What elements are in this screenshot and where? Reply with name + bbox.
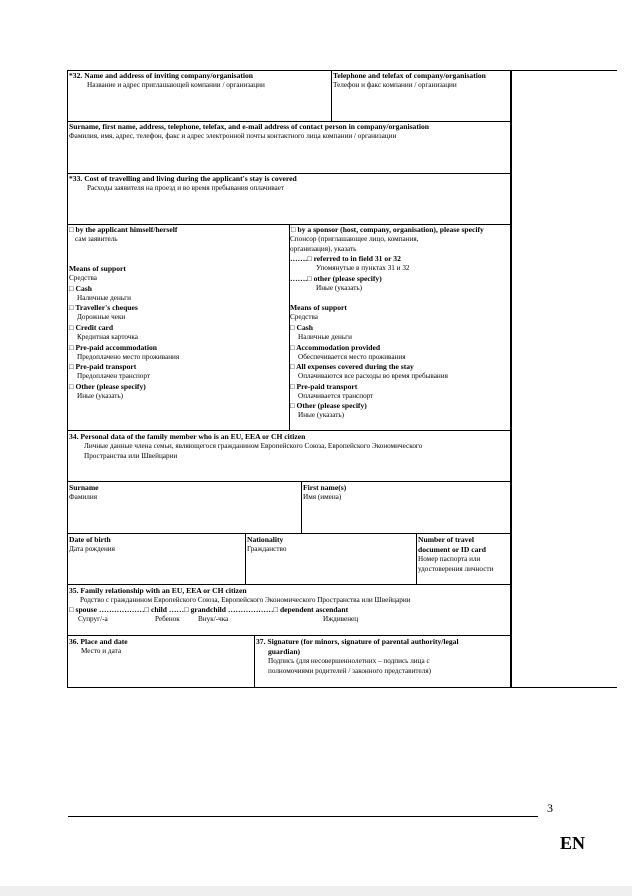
s35-label-ru: Родство с гражданином Европейского Союза, Европейского Экономического Пространства или Швейцарии: [80, 596, 411, 604]
dob-field[interactable]: [68, 555, 244, 583]
company-telephone-field[interactable]: [332, 92, 510, 120]
applicant-other-checkbox[interactable]: □ Other (please specify): [69, 382, 146, 391]
sponsor-transport-checkbox[interactable]: □ Pre-paid transport: [290, 382, 358, 391]
divider: [67, 533, 511, 534]
surname-label: Surname: [69, 483, 99, 492]
margin-extension-line: [511, 687, 617, 688]
divider: [416, 533, 417, 584]
applicant-cash-checkbox[interactable]: □ Cash: [69, 284, 92, 293]
surname-ru: Фамилия: [69, 493, 98, 501]
referred-ru: Упомянутые в пунктах 31 и 32: [316, 264, 410, 272]
s33-label-ru: Расходы заявителя на проезд и во время пребывания оплачивает: [87, 184, 285, 192]
dob-label: Date of birth: [69, 535, 111, 544]
sponsor-all-expenses-checkbox[interactable]: □ All expenses covered during the stay: [290, 362, 414, 371]
contact-label-en: Surname, first name, address, telephone, telefax, and e-mail address of contact person in company/organisation: [69, 122, 429, 131]
applicant-transport-checkbox[interactable]: □ Pre-paid transport: [69, 362, 137, 371]
by-applicant-checkbox[interactable]: □ by the applicant himself/herself: [69, 225, 178, 234]
by-applicant-ru: сам заявитель: [75, 235, 118, 243]
doc-number-label-2: document or ID card: [418, 545, 486, 554]
s34-label-ru-2: Пространства или Швейцарии: [84, 452, 178, 460]
divider: [67, 635, 511, 636]
sponsor-means-label: Means of support: [290, 303, 347, 312]
relationship-options[interactable]: □ spouse ………………□ child ……□ grandchild ………………□ dependent ascendant: [69, 605, 349, 614]
sponsor-other-support-checkbox[interactable]: □ Other (please specify): [290, 401, 367, 410]
divider: [67, 584, 511, 585]
nationality-ru: Гражданство: [247, 545, 287, 553]
s32-label-ru: Название и адрес приглашающей компании / организации: [87, 81, 265, 89]
margin-extension-line: [511, 70, 617, 71]
dependent-ru: Иждивенец: [323, 615, 359, 623]
by-sponsor-checkbox[interactable]: □ by a sponsor (host, company, organisation), please specify: [291, 225, 484, 234]
spouse-ru: Супруг/-а: [78, 615, 108, 623]
first-name-field[interactable]: [302, 503, 510, 532]
sponsor-cash-ru: Наличные деньги: [298, 333, 352, 341]
s36-label-en: 36. Place and date: [69, 637, 128, 646]
doc-number-ru-2: удостоверения личности: [418, 565, 494, 573]
applicant-cash-ru: Наличные деньги: [77, 294, 131, 302]
right-margin-line: [511, 70, 512, 688]
applicant-accommodation-checkbox[interactable]: □ Pre-paid accommodation: [69, 343, 157, 352]
signature-field[interactable]: [255, 678, 510, 686]
telephone-label-en: Telephone and telefax of company/organisation: [333, 71, 486, 80]
applicant-accommodation-ru: Предоплачено место проживания: [77, 353, 180, 361]
divider: [67, 481, 511, 482]
s37-label-ru-1: Подпись (для несовершеннолетних – подпись лица с: [268, 657, 430, 665]
sponsor-ru-1: Спонсор (приглашающее лицо, компания,: [290, 235, 419, 243]
child-ru: Ребенок: [155, 615, 180, 623]
page-bottom-edge: [0, 886, 632, 896]
nationality-field[interactable]: [246, 555, 415, 583]
doc-number-ru-1: Номер паспорта или: [418, 555, 481, 563]
sponsor-other-support-ru: Иные (указать): [298, 411, 345, 419]
grandchild-ru: Внук/-чка: [198, 615, 229, 623]
s37-label-ru-2: полномочиями родителей / законного представителя): [268, 667, 432, 675]
page-number: 3: [547, 801, 553, 815]
first-name-label: First name(s): [303, 483, 347, 492]
footer-line: [68, 816, 538, 817]
sponsor-other-ru: Иные (указать): [316, 284, 363, 292]
company-name-field[interactable]: [68, 92, 330, 120]
sponsor-accommodation-ru: Обеспечивается место проживания: [298, 353, 406, 361]
s34-label-ru-1: Личные данные члена семьи, являющегося гражданином Европейского Союза, Европейского Экономического: [84, 442, 423, 450]
applicant-credit-card-checkbox[interactable]: □ Credit card: [69, 323, 114, 332]
sponsor-means-ru: Средства: [290, 313, 318, 321]
dob-ru: Дата рождения: [69, 545, 115, 553]
s37-label-en-1: 37. Signature (for minors, signature of parental authority/legal: [256, 637, 459, 646]
applicant-other-ru: Иные (указать): [77, 392, 124, 400]
place-date-field[interactable]: [68, 658, 253, 686]
contact-person-field[interactable]: [68, 143, 510, 172]
applicant-credit-card-ru: Кредитная карточка: [77, 333, 138, 341]
sponsor-cash-checkbox[interactable]: □ Cash: [290, 323, 313, 332]
divider: [67, 430, 511, 431]
surname-field[interactable]: [68, 503, 300, 532]
referred-checkbox[interactable]: …….□ referred to in field 31 or 32: [290, 254, 401, 263]
s33-label-en: *33. Cost of travelling and living during the applicant's stay is covered: [69, 174, 297, 183]
telephone-label-ru: Телефон и факс компании / организации: [333, 81, 457, 89]
language-code: EN: [560, 833, 586, 853]
applicant-transport-ru: Предоплачен транспорт: [77, 372, 151, 380]
sponsor-accommodation-checkbox[interactable]: □ Accommodation provided: [290, 343, 381, 352]
applicant-cheques-checkbox[interactable]: □ Traveller's cheques: [69, 303, 138, 312]
s37-label-en-2: guardian): [268, 647, 301, 656]
contact-label-ru: Фамилия, имя, адрес, телефон, факс и адрес электронной почты контактного лица компании / организации: [69, 132, 397, 140]
doc-number-label-1: Number of travel: [418, 535, 474, 544]
s36-label-ru: Место и дата: [81, 647, 122, 655]
applicant-cheques-ru: Дорожные чеки: [77, 313, 126, 321]
sponsor-transport-ru: Оплачивается транспорт: [298, 392, 374, 400]
sponsor-all-expenses-ru: Оплачиваются все расходы во время пребывания: [298, 372, 448, 380]
s35-label-en: 35. Family relationship with an EU, EEA or CH citizen: [69, 586, 247, 595]
sponsor-other-checkbox[interactable]: …….□ other (please specify): [290, 274, 382, 283]
means-of-support-ru: Средства: [69, 274, 97, 282]
first-name-ru: Имя (имена): [303, 493, 342, 501]
means-of-support-label: Means of support: [69, 264, 126, 273]
s34-label-en: 34. Personal data of the family member who is an EU, EEA or CH citizen: [69, 432, 306, 441]
s32-label-en: *32. Name and address of inviting company/organisation: [69, 71, 254, 80]
sponsor-ru-2: организация), указать: [290, 245, 357, 253]
nationality-label: Nationality: [247, 535, 284, 544]
